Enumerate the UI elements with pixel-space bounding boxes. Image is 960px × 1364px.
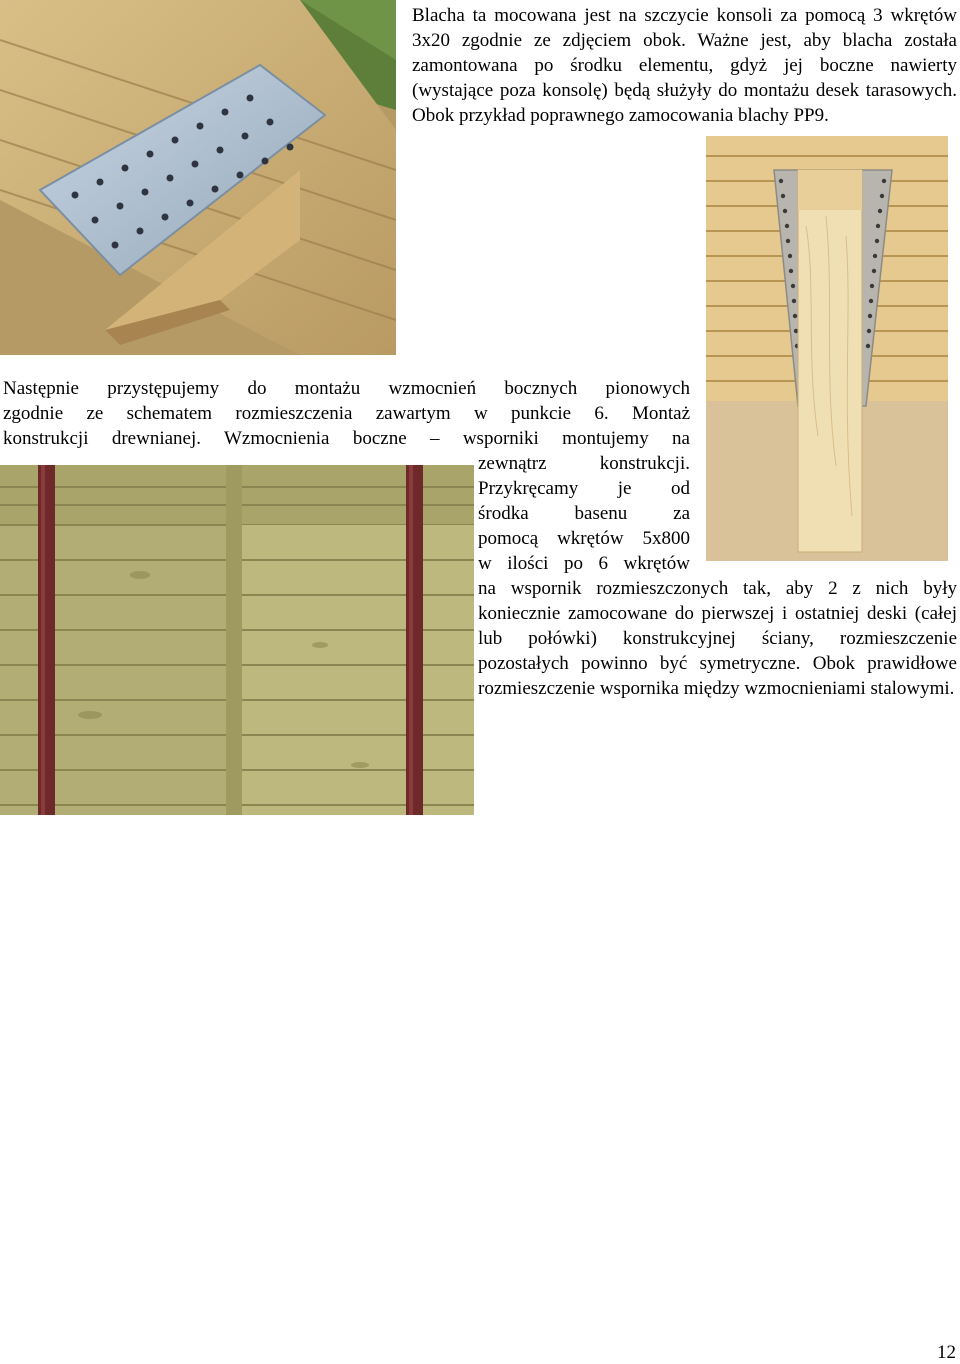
paragraph-screw-placement: na wspornik rozmieszczonych tak, aby 2 z nich były koniecznie zamocowane do pierwszej i ostatniej deski (całej lub połówki) konstrukcyjnej ściany, rozmieszczenie pozostałych powinno być symetryczne. Obok prawidłowe rozmieszczenie wspornika między wzmocnieniami stalowymi. — [478, 578, 957, 699]
paragraph-line: Następnie przystępujemy do montażu wzmocnień bocznych pionowych — [3, 378, 690, 399]
paragraph-line: w ilości po 6 wkrętów — [478, 553, 690, 574]
photo-plate-on-console — [0, 0, 396, 355]
paragraph-line: zewnątrz konstrukcji. — [478, 453, 690, 474]
paragraph-line: konstrukcji drewnianej. Wzmocnienia boczne – wsporniki montujemy na — [3, 428, 690, 449]
paragraph-plate-mounting: Blacha ta mocowana jest na szczycie konsoli za pomocą 3 wkrętów 3x20 zgodnie ze zdjęciem obok. Ważne jest, aby blacha została zamontowana po środku elementu, gdyż jej boczne nawierty (wystające poza konsolę) będą służyły do montażu desek tarasowych. Obok przykład poprawnego zamocowania blachy PP9. — [412, 5, 957, 126]
paragraph-line: Przykręcamy je od — [478, 478, 690, 499]
photo-wall-with-steel-posts — [0, 465, 474, 815]
paragraph-line: środka basenu za — [478, 503, 690, 524]
paragraph-line: pomocą wkrętów 5x800 — [478, 528, 690, 549]
paragraph-line: zgodnie ze schematem rozmieszczenia zawartym w punkcie 6. Montaż — [3, 403, 690, 424]
photo-bracket-on-wall — [706, 136, 948, 561]
paragraph-side-reinforcements — [3, 376, 690, 451]
page-number: 12 — [937, 1342, 956, 1363]
paragraph-screw-mounting — [478, 451, 690, 576]
